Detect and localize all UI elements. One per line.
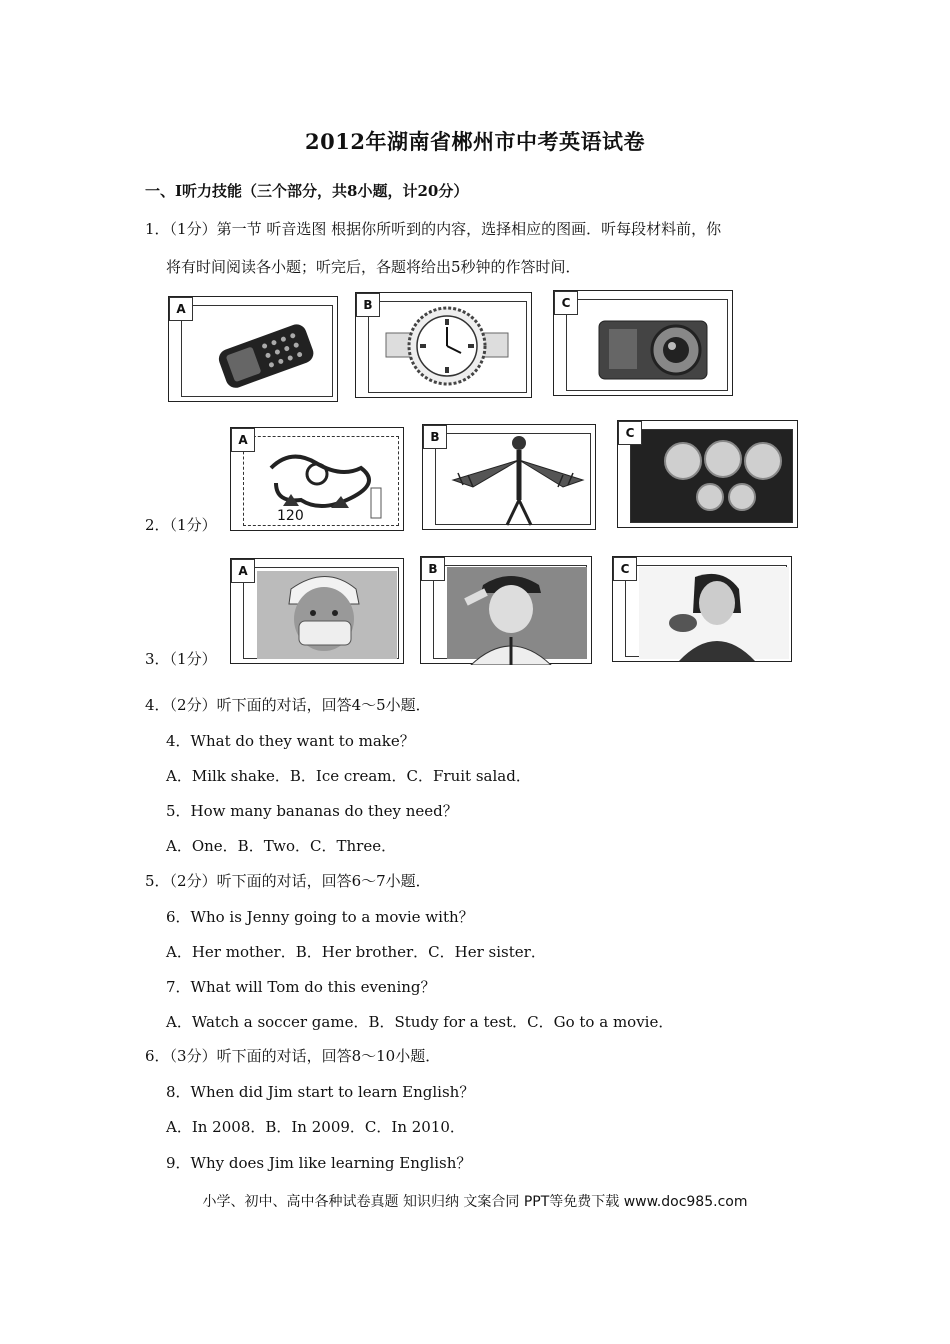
option-label: B <box>356 293 380 317</box>
dragon-stamp-icon <box>231 428 405 532</box>
wristwatch-icon <box>356 293 533 399</box>
q2-picture-c[interactable] <box>617 420 798 528</box>
q1-picture-a[interactable] <box>168 296 338 402</box>
q5-question-a: 6．Who is Jenny going to a movie with？ <box>166 908 474 926</box>
stamp-value: 120 <box>277 508 304 524</box>
q1-line1: 1．（1分）第一节 听音选图 根据你所听到的内容，选择相应的图画．听每段材料前，你 <box>145 220 722 238</box>
q2-picture-b[interactable] <box>422 424 596 530</box>
option-label: A <box>231 559 255 583</box>
mobile-phone-icon <box>169 297 339 403</box>
option-label: B <box>423 425 447 449</box>
q4-intro: 4．（2分）听下面的对话，回答4～5小题． <box>145 696 431 714</box>
section-heading: 一、Ⅰ听力技能（三个部分，共8小题，计20分） <box>145 182 469 200</box>
camera-icon <box>554 291 734 397</box>
q5-options-b: A．Watch a soccer game．B．Study for a test．C．Go to a movie． <box>166 1013 674 1031</box>
page-footer: 小学、初中、高中各种试卷真题 知识归纳 文案合同 PPT等免费下载 www.doc985.com <box>202 1194 748 1210</box>
q6-question-a: 8．When did Jim start to learn English？ <box>166 1083 475 1101</box>
option-label: A <box>169 297 193 321</box>
q6-intro: 6．（3分）听下面的对话，回答8～10小题． <box>145 1047 441 1065</box>
nurse-icon <box>231 559 405 665</box>
q3-picture-c[interactable] <box>612 556 792 662</box>
q5-intro: 5．（2分）听下面的对话，回答6～7小题． <box>145 872 431 890</box>
woman-speaking-icon <box>613 557 793 663</box>
q1-line2: 将有时间阅读各小题；听完后，各题将给出5秒钟的作答时间． <box>166 258 581 276</box>
page-title: 2012年湖南省郴州市中考英语试卷 <box>305 129 645 154</box>
q6-question-b: 9．Why does Jim like learning English？ <box>166 1154 472 1172</box>
q5-question-b: 7．What will Tom do this evening？ <box>166 978 436 996</box>
coins-icon <box>618 421 799 529</box>
q2-picture-a[interactable] <box>230 427 404 531</box>
option-label: A <box>231 428 255 452</box>
q4-options-b: A．One．B．Two．C．Three． <box>166 837 397 855</box>
q3-picture-a[interactable] <box>230 558 404 664</box>
option-label: C <box>618 421 642 445</box>
q6-options-a: A．In 2008．B．In 2009．C．In 2010． <box>166 1118 465 1136</box>
q4-question-b: 5．How many bananas do they need？ <box>166 802 458 820</box>
q1-picture-b[interactable] <box>355 292 532 398</box>
option-label: C <box>554 291 578 315</box>
q3-number: 3．（1分） <box>145 650 217 668</box>
option-label: C <box>613 557 637 581</box>
police-officer-icon <box>421 557 593 665</box>
q4-question-a: 4．What do they want to make？ <box>166 732 415 750</box>
q4-options-a: A．Milk shake．B．Ice cream．C．Fruit salad． <box>166 767 531 785</box>
q5-options-a: A．Her mother．B．Her brother．C．Her sister． <box>166 943 546 961</box>
kite-icon <box>423 425 597 531</box>
option-label: B <box>421 557 445 581</box>
q3-picture-b[interactable] <box>420 556 592 664</box>
q2-number: 2．（1分） <box>145 516 217 534</box>
q1-picture-c[interactable] <box>553 290 733 396</box>
